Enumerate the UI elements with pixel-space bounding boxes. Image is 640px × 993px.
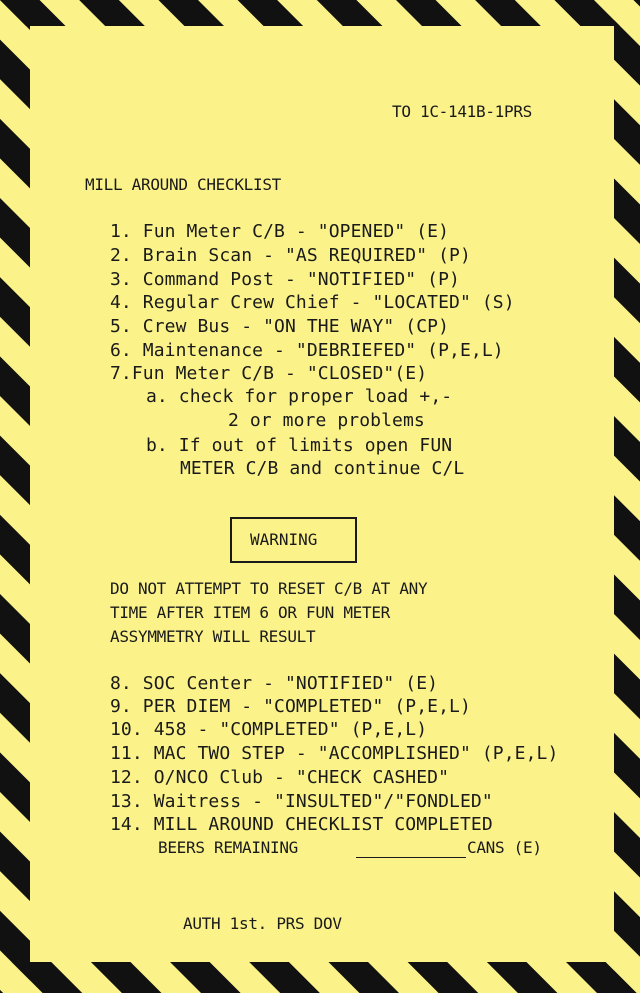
checklist-subitem: METER C/B and continue C/L: [180, 458, 465, 479]
warning-text-line: DO NOT ATTEMPT TO RESET C/B AT ANY: [110, 579, 428, 598]
doc-reference: TO 1C-141B-1PRS: [392, 102, 532, 121]
warning-label: WARNING: [250, 530, 318, 549]
checklist-item: 8. SOC Center - "NOTIFIED" (E): [110, 673, 439, 694]
checklist-title: MILL AROUND CHECKLIST: [85, 175, 281, 194]
cans-label: CANS (E): [467, 838, 542, 857]
authorization-line: AUTH 1st. PRS DOV: [183, 914, 342, 933]
checklist-item: 7.Fun Meter C/B - "CLOSED"(E): [110, 363, 428, 384]
beers-remaining-label: BEERS REMAINING: [158, 838, 298, 857]
warning-text-line: TIME AFTER ITEM 6 OR FUN METER: [110, 603, 390, 622]
checklist-item: 10. 458 - "COMPLETED" (P,E,L): [110, 719, 428, 740]
warning-text-line: ASSYMMETRY WILL RESULT: [110, 627, 316, 646]
checklist-item: 4. Regular Crew Chief - "LOCATED" (S): [110, 292, 515, 313]
checklist-subitem: 2 or more problems: [228, 410, 425, 431]
checklist-item: 12. O/NCO Club - "CHECK CASHED": [110, 767, 450, 788]
checklist-subitem: b. If out of limits open FUN: [146, 435, 453, 456]
checklist-subitem: a. check for proper load +,-: [146, 386, 453, 407]
checklist-item: 9. PER DIEM - "COMPLETED" (P,E,L): [110, 696, 471, 717]
checklist-item: 13. Waitress - "INSULTED"/"FONDLED": [110, 791, 493, 812]
checklist-item: 3. Command Post - "NOTIFIED" (P): [110, 269, 460, 290]
checklist-item: 6. Maintenance - "DEBRIEFED" (P,E,L): [110, 340, 504, 361]
checklist-item: 11. MAC TWO STEP - "ACCOMPLISHED" (P,E,L): [110, 743, 559, 764]
beers-remaining-blank: [356, 857, 466, 858]
checklist-item: 14. MILL AROUND CHECKLIST COMPLETED: [110, 814, 493, 835]
checklist-item: 2. Brain Scan - "AS REQUIRED" (P): [110, 245, 471, 266]
checklist-item: 1. Fun Meter C/B - "OPENED" (E): [110, 221, 450, 242]
checklist-item: 5. Crew Bus - "ON THE WAY" (CP): [110, 316, 450, 337]
